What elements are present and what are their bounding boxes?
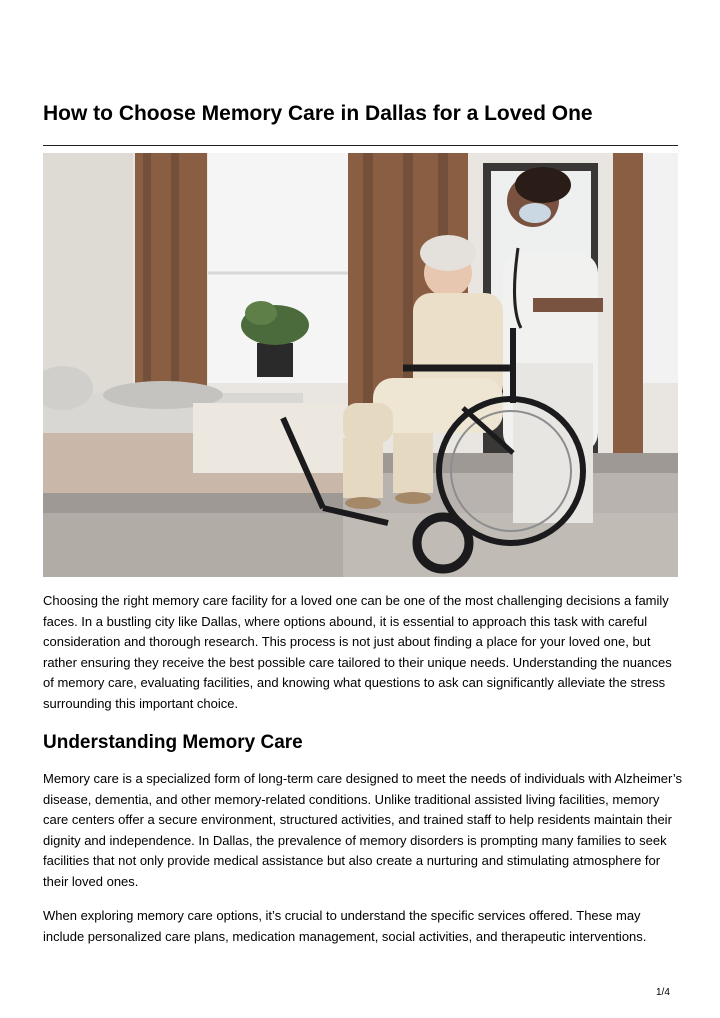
photo-plant-pot: [257, 343, 293, 377]
title-divider: [43, 145, 678, 146]
section-heading: Understanding Memory Care: [43, 732, 303, 753]
hero-photo: [43, 153, 678, 577]
intro-paragraph: Choosing the right memory care facility for a loved one can be one of the most challenging decisions a family faces. In a bustling city like Dallas, where options abound, it is essential to approach this task with careful consideration and thorough research. This process is not just about finding a place for your loved one, but rather ensuring they receive the best possible care tailored to their unique needs. Understanding the nuances of memory care, evaluating facilities, and knowing what questions to ask can significantly alleviate the stress surrounding this important choice.: [43, 593, 672, 711]
page-number: 1/4: [656, 987, 670, 998]
section-paragraph-1: Memory care is a specialized form of long-term care designed to meet the needs of individuals with Alzheimer’s disease, dementia, and other memory-related conditions. Unlike traditional assisted living facilities, memory care centers offer a secure environment, structured activities, and trained staff to help residents maintain their dignity and independence. In Dallas, the prevalence of memory disorders is prompting many families to seek facilities that not only provide medical assistance but also create a nurturing and stimulating atmosphere for their loved ones.: [43, 771, 682, 889]
article-title: How to Choose Memory Care in Dallas for a Loved One: [43, 102, 593, 125]
section-paragraph-2: When exploring memory care options, it’s crucial to understand the specific services offered. These may include personalized care plans, medication management, social activities, and therapeutic interventions.: [43, 908, 647, 944]
